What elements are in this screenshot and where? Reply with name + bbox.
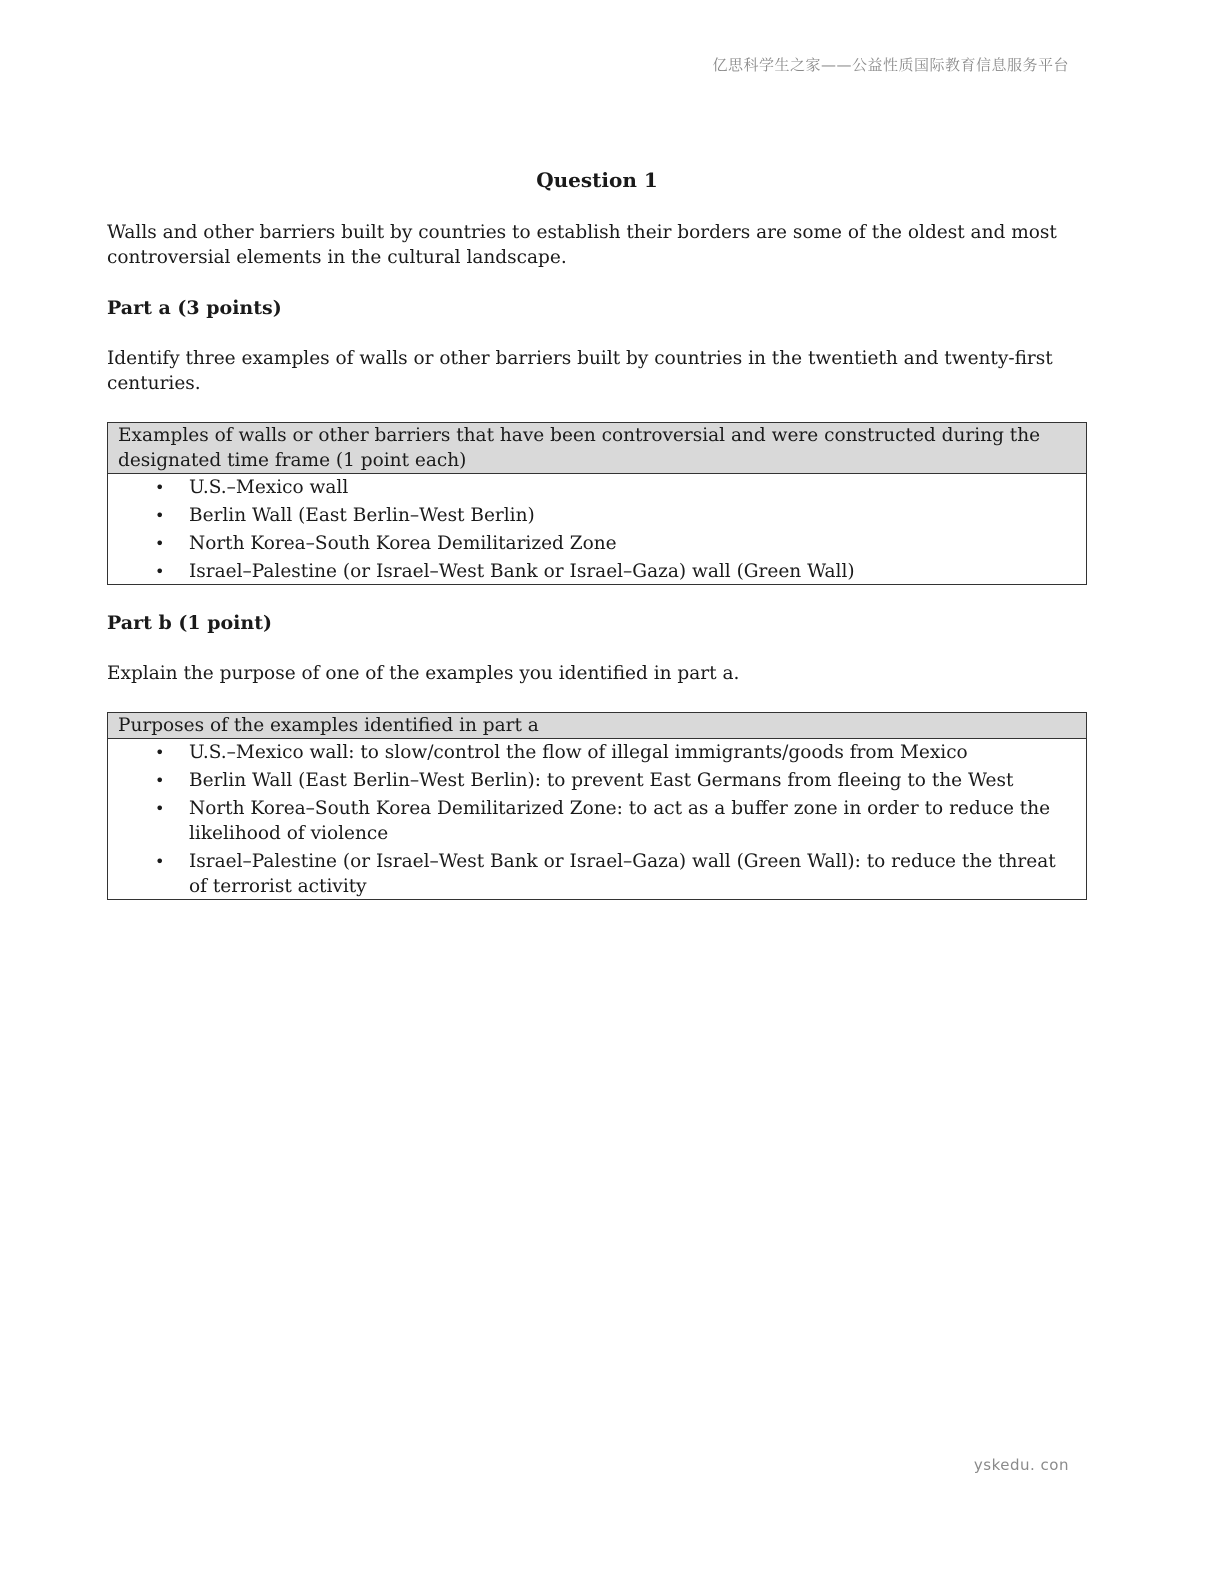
list-item-text: Israel–Palestine (or Israel–West Bank or Israel–Gaza) wall (Green Wall): to reduce the threat of terrorist activity: [189, 851, 1056, 897]
bullet-icon: •: [155, 506, 165, 525]
list-item-text: North Korea–South Korea Demilitarized Zone: to act as a buffer zone in order to reduce the likelihood of violence: [189, 798, 1051, 844]
part-b-table-header: Purposes of the examples identified in part a: [108, 713, 1086, 739]
bullet-icon: •: [155, 478, 165, 497]
part-a-rubric-table: [107, 422, 1087, 585]
question-intro: Walls and other barriers built by countries to establish their borders are some of the oldest and most controversial elements in the cultural landscape.: [107, 222, 1057, 268]
bullet-icon: •: [155, 743, 165, 762]
list-item-text: U.S.–Mexico wall: to slow/control the flow of illegal immigrants/goods from Mexico: [189, 742, 968, 763]
list-item: [108, 796, 1086, 846]
bullet-icon: •: [155, 562, 165, 581]
list-item-text: Berlin Wall (East Berlin–West Berlin): [189, 505, 535, 526]
list-item: [108, 849, 1086, 899]
bullet-icon: •: [155, 771, 165, 790]
part-b-list: [108, 739, 1086, 899]
bullet-icon: •: [155, 534, 165, 553]
part-b-heading: Part b (1 point): [107, 612, 272, 634]
list-item: [108, 740, 1086, 765]
list-item: [108, 475, 1086, 500]
part-b-rubric-table: [107, 712, 1087, 900]
page-footer-watermark: yskedu. con: [973, 1456, 1069, 1474]
list-item: [108, 768, 1086, 793]
page-header-watermark: 亿思科学生之家——公益性质国际教育信息服务平台: [712, 56, 1069, 74]
list-item-text: North Korea–South Korea Demilitarized Zone: [189, 533, 617, 554]
list-item: [108, 559, 1086, 584]
part-b-prompt: Explain the purpose of one of the examples you identified in part a.: [107, 663, 740, 684]
list-item: [108, 503, 1086, 528]
part-a-heading: Part a (3 points): [107, 297, 282, 319]
part-a-table-header: Examples of walls or other barriers that have been controversial and were constructed during the designated time frame (1 point each): [108, 423, 1086, 474]
list-item-text: Berlin Wall (East Berlin–West Berlin): to prevent East Germans from fleeing to the West: [189, 770, 1014, 791]
bullet-icon: •: [155, 852, 165, 871]
question-title: Question 1: [536, 168, 658, 192]
list-item: [108, 531, 1086, 556]
part-a-list: [108, 474, 1086, 584]
document-body: [107, 166, 1087, 926]
bullet-icon: •: [155, 799, 165, 818]
part-a-prompt: Identify three examples of walls or other barriers built by countries in the twentieth and twenty-first centuries.: [107, 348, 1053, 394]
list-item-text: U.S.–Mexico wall: [189, 477, 349, 498]
list-item-text: Israel–Palestine (or Israel–West Bank or Israel–Gaza) wall (Green Wall): [189, 561, 855, 582]
